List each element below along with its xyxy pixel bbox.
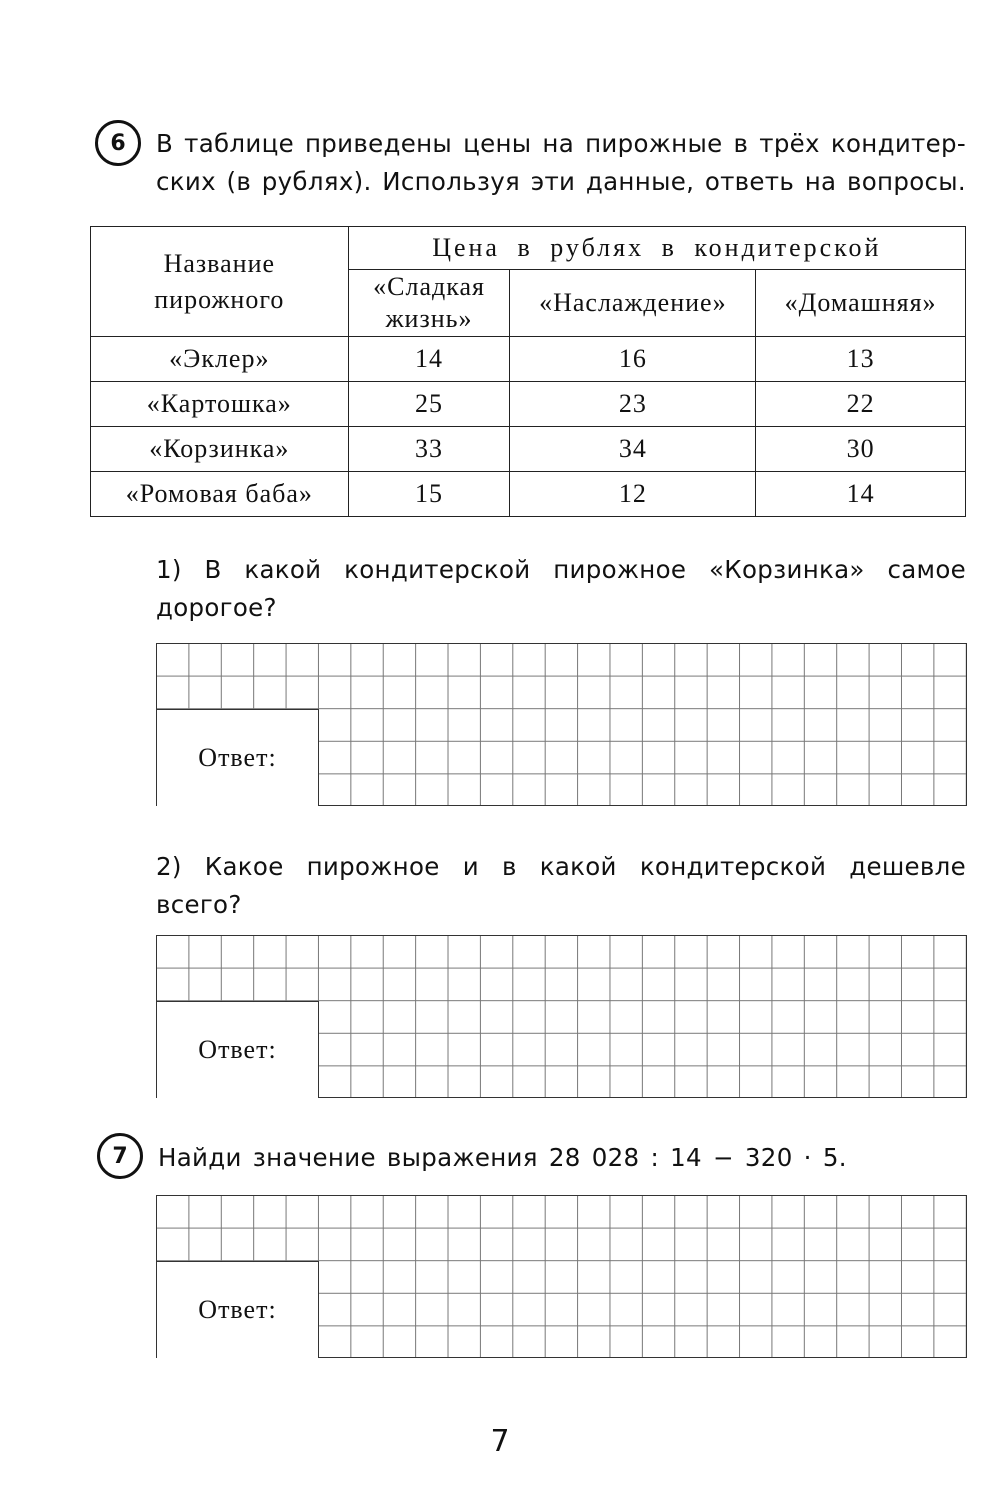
question-1-line-2: дорогое? xyxy=(156,593,277,622)
page-number: 7 xyxy=(490,1424,510,1459)
task-6-line-1: В таблице приведены цены на пирожные в трёх кондитер- xyxy=(156,129,966,158)
question-1-line-1: 1) В какой кондитерской пирожное «Корзинка» самое xyxy=(156,555,966,584)
table-header-row xyxy=(91,227,966,270)
answer-label: Ответ: xyxy=(198,743,277,772)
price-cell: 14 xyxy=(756,472,966,517)
price-cell: 30 xyxy=(756,427,966,472)
column-header-shop: «Домашняя» xyxy=(756,270,966,337)
question-2-line-2: всего? xyxy=(156,890,242,919)
task-number: 7 xyxy=(112,1143,128,1169)
task-number: 6 xyxy=(110,130,126,156)
price-cell: 15 xyxy=(348,472,510,517)
table-row xyxy=(91,337,966,382)
price-cell: 12 xyxy=(510,472,756,517)
price-table xyxy=(90,226,966,517)
price-cell: 25 xyxy=(348,382,510,427)
price-cell: 13 xyxy=(756,337,966,382)
column-group-header: Цена в рублях в кондитерской xyxy=(348,227,965,270)
table-row xyxy=(91,382,966,427)
price-cell: 14 xyxy=(348,337,510,382)
pastry-name: «Эклер» xyxy=(91,337,349,382)
answer-field-q1[interactable] xyxy=(157,709,319,806)
price-cell: 34 xyxy=(510,427,756,472)
table-row xyxy=(91,427,966,472)
answer-grid-q1[interactable] xyxy=(156,643,967,806)
price-cell: 16 xyxy=(510,337,756,382)
column-header-shop: «Наслаждение» xyxy=(510,270,756,337)
task-7-text: Найди значение выражения 28 028 : 14 − 320 · 5. xyxy=(158,1143,847,1172)
question-2-line-1: 2) Какое пирожное и в какой кондитерской дешевле xyxy=(156,852,966,881)
answer-label: Ответ: xyxy=(198,1035,277,1064)
task-number-badge xyxy=(97,1133,143,1179)
column-header-shop: «Сладкая жизнь» xyxy=(348,270,510,337)
pastry-name: «Ромовая баба» xyxy=(91,472,349,517)
task-6-line-2: ских (в рублях). Используя эти данные, ответь на вопросы. xyxy=(156,167,966,196)
answer-field-q2[interactable] xyxy=(157,1001,319,1098)
pastry-name: «Картошка» xyxy=(91,382,349,427)
answer-label: Ответ: xyxy=(198,1295,277,1324)
task-number-badge xyxy=(95,120,141,166)
price-cell: 23 xyxy=(510,382,756,427)
answer-grid-q2[interactable] xyxy=(156,935,967,1098)
answer-grid-task7[interactable] xyxy=(156,1195,967,1358)
pastry-name: «Корзинка» xyxy=(91,427,349,472)
answer-field-task7[interactable] xyxy=(157,1261,319,1358)
column-header-name: Название пирожного xyxy=(91,227,349,337)
price-cell: 33 xyxy=(348,427,510,472)
table-row xyxy=(91,472,966,517)
price-cell: 22 xyxy=(756,382,966,427)
